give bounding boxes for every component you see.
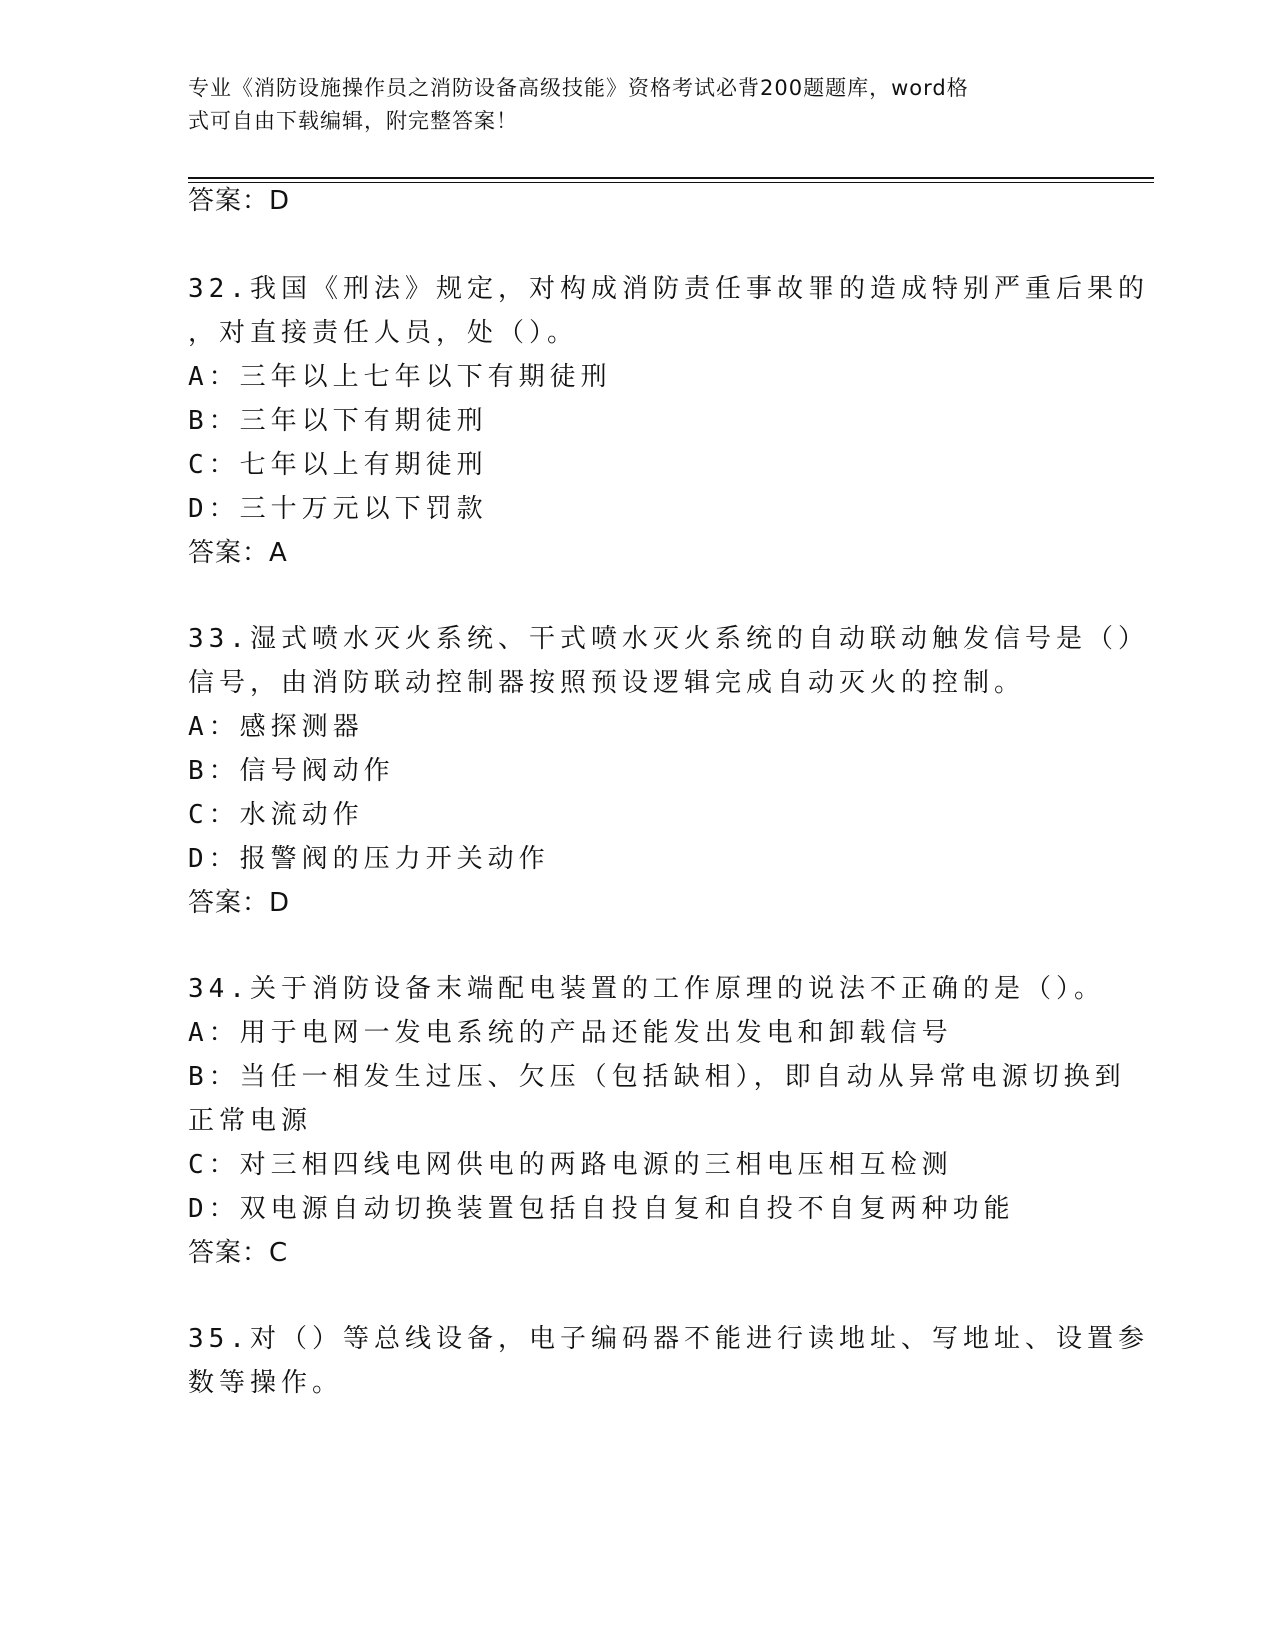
header-divider-thick — [188, 177, 1154, 179]
q32-option-c: C：七年以上有期徒刑 — [188, 450, 488, 480]
q34-option-b-cont: 正常电源 — [188, 1106, 313, 1136]
q33-answer: 答案：D — [188, 888, 291, 918]
q32-stem-line-2: ，对直接责任人员，处（）。 — [188, 318, 579, 348]
q32-option-b: B：三年以下有期徒刑 — [188, 406, 488, 436]
document-header — [188, 72, 1068, 138]
q34-stem-line-1: 34.关于消防设备末端配电装置的工作原理的说法不正确的是（）。 — [188, 974, 1105, 1004]
answer-prev: 答案：D — [188, 186, 291, 216]
q34-option-a: A：用于电网一发电系统的产品还能发出发电和卸载信号 — [188, 1018, 953, 1048]
q33-stem-line-2: 信号，由消防联动控制器按照预设逻辑完成自动灭火的控制。 — [188, 668, 1026, 698]
q32-stem-line-1: 32.我国《刑法》规定，对构成消防责任事故罪的造成特别严重后果的 — [188, 274, 1149, 304]
header-line-1: 专业《消防设施操作员之消防设备高级技能》资格考试必背200题题库，word格 — [188, 76, 969, 100]
header-line-2: 式可自由下载编辑，附完整答案！ — [188, 109, 518, 133]
q35-stem-line-2: 数等操作。 — [188, 1368, 344, 1398]
q33-option-c: C：水流动作 — [188, 800, 364, 830]
q32-option-d: D：三十万元以下罚款 — [188, 494, 488, 524]
q32-option-a: A：三年以上七年以下有期徒刑 — [188, 362, 612, 392]
q34-option-d: D：双电源自动切换装置包括自投自复和自投不自复两种功能 — [188, 1194, 1015, 1224]
q34-option-b: B：当任一相发生过压、欠压（包括缺相），即自动从异常电源切换到 — [188, 1062, 1126, 1092]
header-divider-thin — [188, 182, 1154, 183]
q34-answer: 答案：C — [188, 1238, 289, 1268]
q32-answer: 答案：A — [188, 538, 288, 568]
q33-option-a: A：感探测器 — [188, 712, 364, 742]
q35-stem-line-1: 35.对（）等总线设备，电子编码器不能进行读地址、写地址、设置参 — [188, 1324, 1149, 1354]
q33-option-d: D：报警阀的压力开关动作 — [188, 844, 550, 874]
q34-option-c: C：对三相四线电网供电的两路电源的三相电压相互检测 — [188, 1150, 953, 1180]
q33-stem-line-1: 33.湿式喷水灭火系统、干式喷水灭火系统的自动联动触发信号是（） — [188, 624, 1149, 654]
q33-option-b: B：信号阀动作 — [188, 756, 395, 786]
